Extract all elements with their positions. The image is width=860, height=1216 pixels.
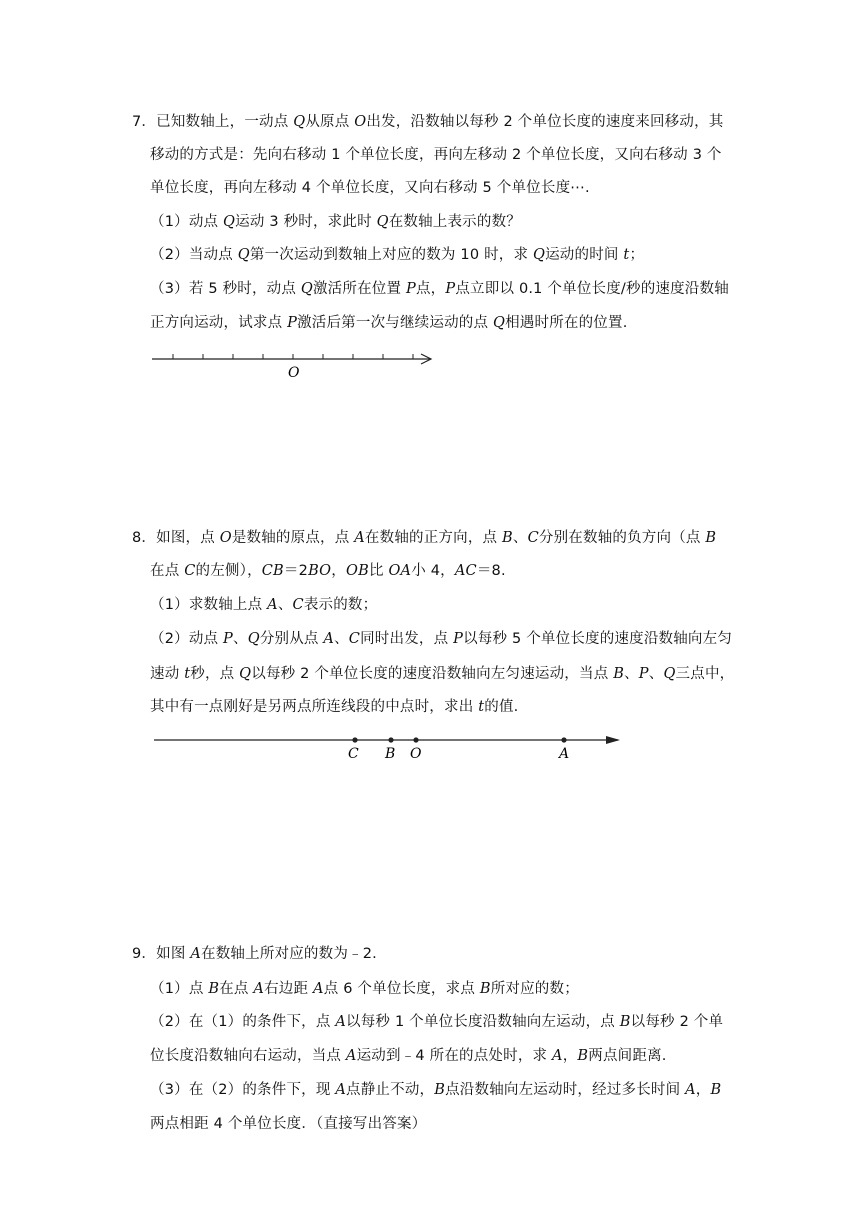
q7-part-3: （3）若 5 秒时，动点 Q激活所在位置 P点，P点立即以 0.1 个单位长度/秒的速度沿数轴 [150,281,729,297]
q7-line-1: 7．已知数轴上，一动点 Q从原点 O出发，沿数轴以每秒 2 个单位长度的速度来回移动，其 [132,114,724,130]
point-c-dot [352,737,357,742]
q7-ticks [173,354,413,359]
point-c-label: C [348,746,359,762]
q8-line-2: 在点 C的左侧），CB＝2BO，OB比 OA小 4，AC＝8. [150,563,506,579]
q7-part-1: （1）动点 Q运动 3 秒时，求此时 Q在数轴上表示的数？ [150,214,521,230]
q9-part-2-cont: 位长度沿数轴向右运动，当点 A运动到﹣4 所在的点处时，求 A，B两点间距离. [150,1048,667,1064]
q7-line-2: 移动的方式是：先向右移动 1 个单位长度，再向左移动 2 个单位长度，又向右移动 3 个 [150,147,722,163]
point-o-label: O [410,746,422,762]
q8-part-2-end: 其中有一点刚好是另两点所连线段的中点时，求出 t的值. [150,699,519,715]
point-a-label: A [559,746,570,762]
q9-part-3: （3）在（2）的条件下，现 A点静止不动，B点沿数轴向左运动时，经过多长时间 A，B [150,1082,722,1098]
q7-number-line [140,346,450,386]
q9-part-1: （1）点 B在点 A右边距 A点 6 个单位长度，求点 B所对应的数； [150,981,579,997]
point-b-label: B [385,746,396,762]
q7-line-3: 单位长度，再向左移动 4 个单位长度，又向右移动 5 个单位长度⋯. [150,180,590,196]
point-b-dot [388,737,393,742]
q9-part-2: （2）在（1）的条件下，点 A以每秒 1 个单位长度沿数轴向左运动，点 B以每秒 2 个单 [150,1014,724,1030]
q8-part-2-cont: 速动 t秒，点 Q以每秒 2 个单位长度的速度沿数轴向左匀速运动，当点 B、P、Q三点中， [150,666,735,682]
point-a-dot [561,737,566,742]
q7-part-2: （2）当动点 Q第一次运动到数轴上对应的数为 10 时，求 Q运动的时间 t； [150,247,645,263]
q8-line-1: 8．如图，点 O是数轴的原点，点 A在数轴的正方向，点 B、C分别在数轴的负方向（点 B [132,530,717,546]
q7-part-3-cont: 正方向运动，试求点 P激活后第一次与继续运动的点 Q相遇时所在的位置. [150,315,628,331]
q8-part-2: （2）动点 P、Q分别从点 A、C同时出发，点 P以每秒 5 个单位长度的速度沿数轴向左匀 [150,631,733,647]
q7-origin-label: O [288,365,300,381]
q9-line-1: 9．如图 A在数轴上所对应的数为﹣2. [132,946,377,962]
q8-part-1: （1）求数轴上点 A、C表示的数； [150,597,378,613]
point-o-dot [413,737,418,742]
q9-part-3-cont: 两点相距 4 个单位长度．（直接写出答案） [150,1116,427,1132]
q8-number-line [140,728,630,768]
